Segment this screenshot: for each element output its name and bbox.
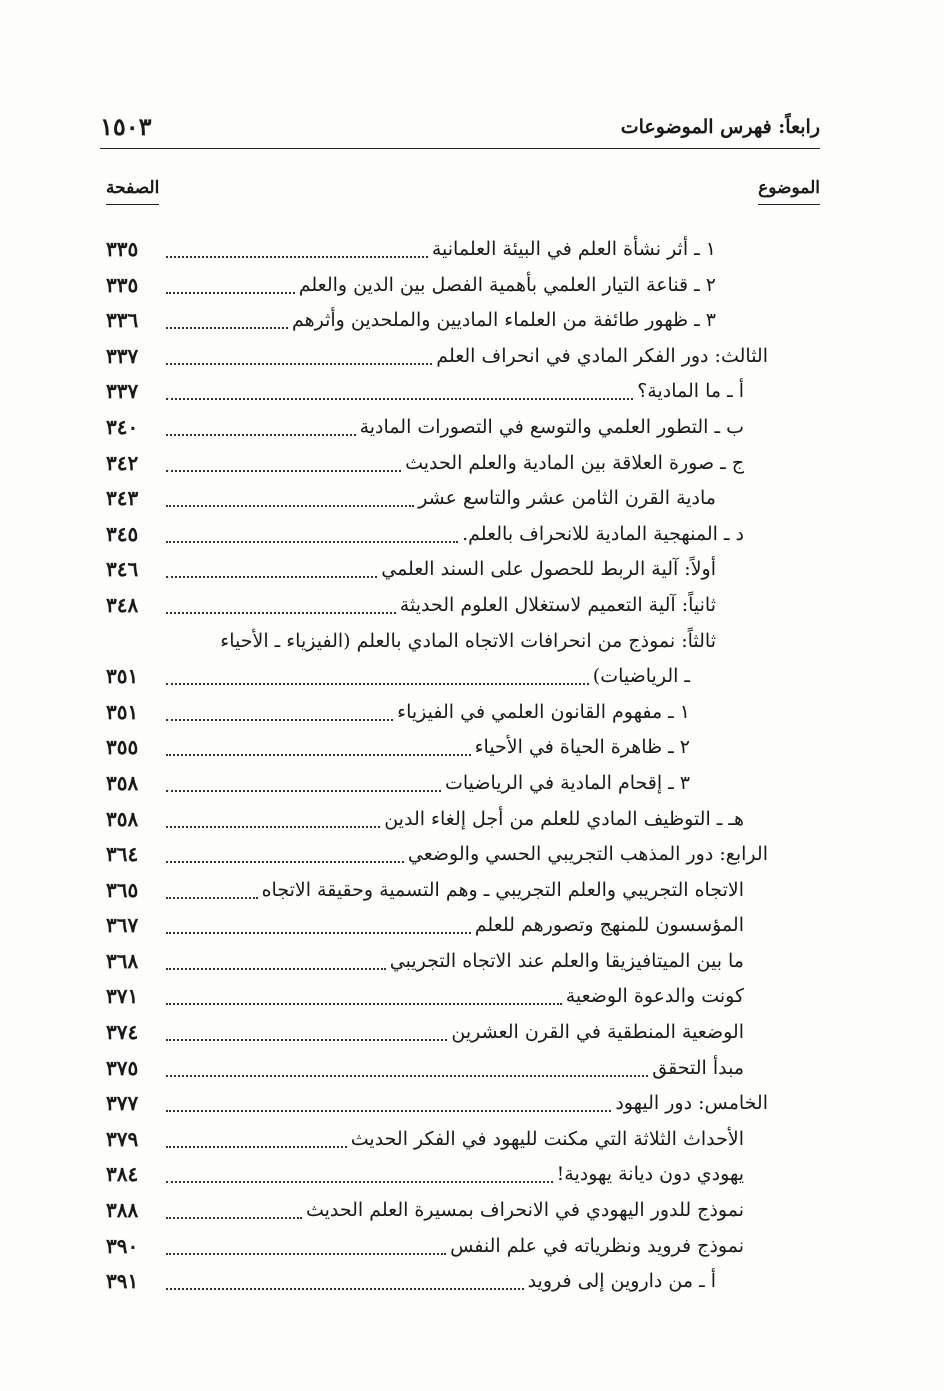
running-header [100,112,820,149]
toc-entry-title: الوضعية المنطقية في القرن العشرين [451,1021,744,1044]
toc-entry-line [162,1122,744,1157]
toc-entry-line [162,339,768,374]
toc-entry[interactable] [0,410,944,446]
toc-entry-line [162,303,716,338]
toc-entry-line [220,624,716,659]
dot-leader [166,540,458,543]
toc-entry-line [162,588,716,623]
toc-entry-title: أ ـ ما المادية؟ [637,380,744,403]
dot-leader [166,575,377,578]
toc-entry-title: المؤسسون للمنهج وتصورهم للعلم [474,914,744,937]
dot-leader [166,718,393,721]
toc-entry-page: ٣٣٧ [106,379,139,404]
toc-entry-title: ٣ ـ ظهور طائفة من العلماء الماديين والملحدين وأثرهم [291,309,716,332]
toc-entry-page: ٣٤٨ [106,592,139,617]
dot-leader [166,931,471,934]
toc-entry-line [162,1193,744,1228]
toc-entry[interactable] [0,232,944,268]
toc-entry[interactable] [0,802,944,838]
toc-entry-page: ٣٨٨ [106,1198,139,1223]
dot-leader [166,291,295,294]
toc-entry-page: ٣٣٧ [106,343,139,368]
toc-entry-line [162,659,690,694]
toc-entry-title: ثانياً: آلية التعميم لاستغلال العلوم الحديثة [399,593,716,616]
toc-entry-title: الخامس: دور اليهود [615,1092,768,1115]
toc-entry-page: ٣٦٧ [106,913,139,938]
toc-entry-title: مبدأ التحقق [652,1056,744,1079]
toc-entry-line [162,1051,744,1086]
toc-entry-line [162,410,744,445]
toc-entry-title: ٣ ـ إقحام المادية في الرياضيات [444,771,690,794]
toc-entry-title: نموذج فرويد ونظرياته في علم النفس [450,1234,744,1257]
toc-entry-page: ٣٤٣ [106,486,139,511]
toc-entry-page: ٣٦٥ [106,877,139,902]
toc-entry-title: الاتجاه التجريبي والعلم التجريبي ـ وهم التسمية وحقيقة الاتجاه [261,878,744,901]
toc-entry[interactable] [0,1193,944,1229]
toc-entry-title: هـ ـ التوظيف المادي للعلم من أجل إلغاء الدين [384,807,744,830]
page-column-heading: الصفحة [106,178,159,205]
running-title: رابعاً: فهرس الموضوعات [620,116,820,138]
toc-entry-title: ما بين الميتافيزيقا والعلم عند الاتجاه التجريبي [389,949,744,972]
toc-entry-page: ٣٤٢ [106,450,139,475]
toc-entry[interactable] [0,268,944,304]
toc-entry-title: الثالث: دور الفكر المادي في انحراف العلم [436,344,768,367]
toc-entry-line [162,837,768,872]
toc-entry-page: ٣٤٠ [106,414,139,439]
dot-leader [166,682,589,685]
dot-leader [166,1002,562,1005]
toc-entry[interactable] [0,1157,944,1193]
toc-entry-line [162,517,744,552]
toc-entry[interactable] [0,481,944,517]
toc-entry-line [162,695,690,730]
toc-entry[interactable] [0,1122,944,1158]
toc-entry-title: أ ـ من داروين إلى فرويد [527,1270,716,1293]
page-number: ١٥٠٣ [100,112,152,141]
toc-entry[interactable] [0,944,944,980]
toc-entry-line [162,374,744,409]
toc-entry-page: ٣٥٥ [106,735,139,760]
toc-entry-line [162,1015,744,1050]
dot-leader [166,1145,347,1148]
dot-leader [166,860,404,863]
toc-entry[interactable] [0,1051,944,1087]
toc-entry[interactable] [0,695,944,731]
toc-entry[interactable] [0,873,944,909]
toc-entry-line [162,232,716,267]
toc-entry[interactable] [0,659,944,695]
dot-leader [166,789,441,792]
toc-entry-title: ثالثاً: نموذج من انحرافات الاتجاه المادي بالعلم (الفيزياء ـ الأحياء [220,629,716,652]
toc-entry[interactable] [0,1229,944,1265]
toc-entry-line [162,766,690,801]
dot-leader [166,1074,648,1077]
toc-entry[interactable] [0,766,944,802]
toc-entry-line [162,1086,768,1121]
toc-entry-page: ٣٣٦ [106,308,139,333]
toc-entry-title: يهودي دون ديانة يهودية! [556,1163,744,1186]
dot-leader [166,825,380,828]
toc-entry-line [162,730,690,765]
toc-entry[interactable] [0,339,944,375]
toc-entry[interactable] [0,303,944,339]
dot-leader [166,753,471,756]
toc-entry[interactable] [0,446,944,482]
toc-entry[interactable] [0,588,944,624]
toc-entry-title: ـ الرياضيات) [592,665,690,688]
toc-entry[interactable] [0,730,944,766]
toc-entry-page: ٣٥١ [106,664,139,689]
toc-entry-line [162,1229,744,1264]
dot-leader [166,1216,302,1219]
dot-leader [166,1109,611,1112]
toc-entry-title: مادية القرن الثامن عشر والتاسع عشر [418,487,716,510]
toc-entry[interactable] [0,374,944,410]
toc-entry-page: ٣٨٤ [106,1162,139,1187]
toc-entry[interactable] [0,908,944,944]
toc-entry[interactable] [0,1015,944,1051]
toc-entry-title: كونت والدعوة الوضعية [565,985,744,1008]
topic-column-heading: الموضوع [758,178,820,205]
toc-entry-line [162,481,716,516]
toc-entry-page: ٣٥١ [106,699,139,724]
toc-entry-page: ٣٩٠ [106,1233,139,1258]
toc-entry-title: ١ ـ أثر نشأة العلم في البيئة العلمانية [431,238,716,260]
dot-leader [166,362,432,365]
toc-entry-page: ٣٧٥ [106,1055,139,1080]
toc-entry-page: ٣٧٩ [106,1126,139,1151]
toc-entry-line [162,268,716,303]
toc-entry-title: ب ـ التطور العلمي والتوسع في التصورات المادية [359,415,744,438]
toc-entry-page: ٣٤٥ [106,521,139,546]
toc-entry-line [162,979,744,1014]
table-of-contents [0,232,944,1300]
toc-entry-page: ٣٤٦ [106,557,139,582]
toc-entry[interactable] [0,624,944,660]
toc-entry-title: ٢ ـ قناعة التيار العلمي بأهمية الفصل بين الدين والعلم [298,273,716,296]
dot-leader [166,1038,447,1041]
dot-leader [166,433,356,436]
toc-entry-line [162,944,744,979]
toc-entry-page: ٣٥٨ [106,806,139,831]
dot-leader [166,326,288,329]
toc-entry[interactable] [0,517,944,553]
toc-entry-page: ٣٦٤ [106,842,139,867]
dot-leader [166,896,258,899]
dot-leader [166,469,401,472]
dot-leader [166,1287,524,1290]
toc-entry[interactable] [0,552,944,588]
toc-entry-title: ٢ ـ ظاهرة الحياة في الأحياء [474,736,690,759]
dot-leader [166,504,414,507]
dot-leader [166,1180,553,1183]
toc-entry-title: ١ ـ مفهوم القانون العلمي في الفيزياء [397,700,690,723]
toc-entry-page: ٣٧٤ [106,1020,139,1045]
toc-entry-line [162,552,716,587]
toc-entry-line [162,873,744,908]
toc-entry-line [162,802,744,837]
toc-entry-title: الأحداث الثلاثة التي مكنت لليهود في الفكر الحديث [350,1127,744,1150]
toc-entry-line [162,446,744,481]
toc-entry-page: ٣٧٧ [106,1091,139,1116]
toc-entry[interactable] [0,1264,944,1300]
toc-entry-page: ٣٣٥ [106,272,139,297]
toc-entry-title: أولاً: آلية الربط للحصول على السند العلمي [381,558,716,581]
dot-leader [166,397,633,400]
toc-entry-title: د ـ المنهجية المادية للانحراف بالعلم. [462,522,744,545]
toc-entry-title: الرابع: دور المذهب التجريبي الحسي والوضعي [407,843,768,866]
toc-entry-page: ٣٣٥ [106,237,139,261]
dot-leader [166,255,428,258]
toc-entry-page: ٣٦٨ [106,948,139,973]
toc-entry-line [162,908,744,943]
toc-entry-page: ٣٧١ [106,984,139,1009]
toc-entry-page: ٣٩١ [106,1269,139,1294]
toc-entry[interactable] [0,979,944,1015]
dot-leader [166,611,396,614]
toc-entry-page: ٣٥٨ [106,770,139,795]
dot-leader [166,967,386,970]
toc-entry-line [162,1264,716,1299]
toc-entry-title: نموذج للدور اليهودي في الانحراف بمسيرة العلم الحديث [305,1199,744,1222]
toc-entry[interactable] [0,837,944,873]
dot-leader [166,1252,446,1255]
toc-entry[interactable] [0,1086,944,1122]
toc-entry-title: ج ـ صورة العلاقة بين المادية والعلم الحديث [405,451,744,474]
toc-entry-line [162,1157,744,1192]
